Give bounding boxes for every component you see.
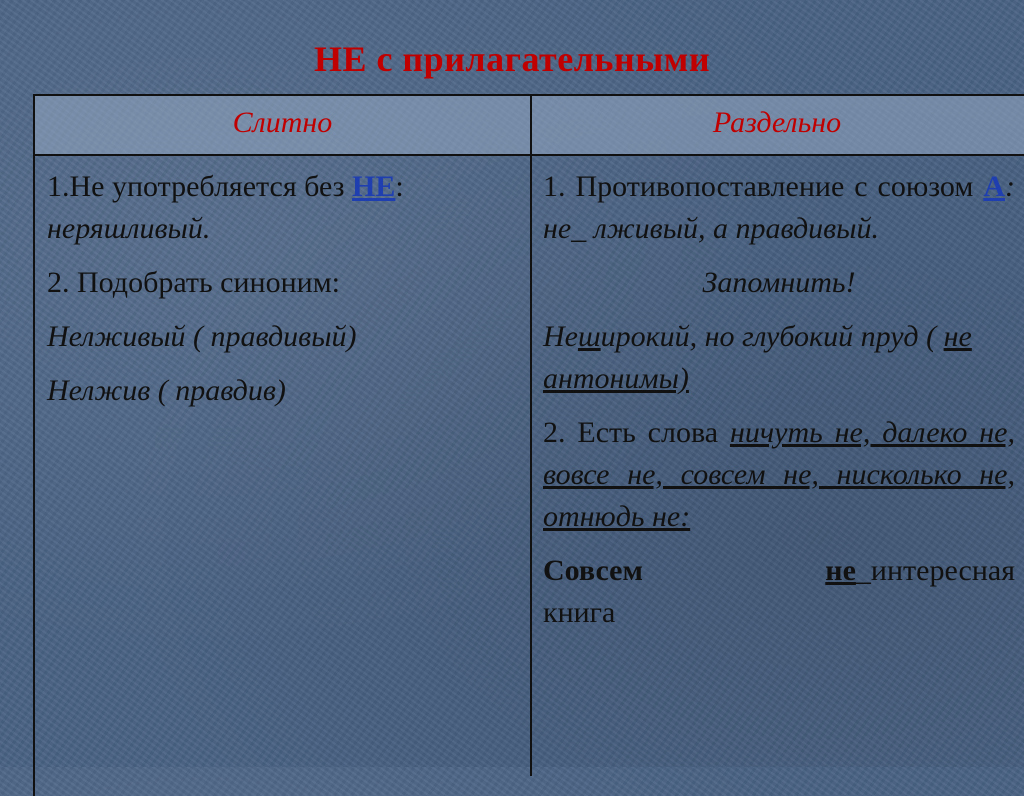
separate-rule-2 xyxy=(543,412,1015,538)
separate-rule-1-text: 1. Противопоставление с союзом xyxy=(543,170,984,203)
remember-label: Запомнить! xyxy=(702,266,856,299)
separate-rule-1-example: : не_ лживый, а правдивый. xyxy=(543,170,1015,245)
remember-example-part-2: ирокий, но глубокий пруд ( xyxy=(600,320,944,353)
header-together: Слитно xyxy=(232,106,333,139)
separate-final-example xyxy=(543,550,1015,634)
final-example-ne: не xyxy=(825,554,856,587)
separate-rule-2-words: ничуть не, далеко не, вовсе не, совсем не, нисколько не, отнюдь не: xyxy=(543,416,1015,533)
cell-together xyxy=(47,166,517,424)
together-rule-1-example: неряшливый. xyxy=(47,212,211,245)
together-rule-1 xyxy=(47,166,517,250)
together-rule-1-text: 1.Не употребляется без xyxy=(47,170,353,203)
remember-example-part-1: Не xyxy=(543,320,578,353)
together-example-2: Нелжив ( правдив) xyxy=(47,374,286,407)
page-title: НЕ с прилагательными xyxy=(313,39,711,79)
cell-separate xyxy=(543,166,1015,646)
remember-example xyxy=(543,316,1015,400)
ne-link[interactable]: НЕ xyxy=(352,170,396,203)
together-rule-2: 2. Подобрать синоним: xyxy=(47,266,341,299)
together-rule-1-colon: : xyxy=(395,170,404,203)
separate-rule-2-text: 2. Есть слова xyxy=(543,416,730,449)
final-example-word-1: Совсем xyxy=(543,554,643,587)
rules-table xyxy=(33,94,1024,796)
column-divider xyxy=(530,96,532,776)
final-example-word-4: книга xyxy=(543,596,616,629)
remember-example-underlined: ш xyxy=(577,320,601,353)
remember-example-note: не антонимы) xyxy=(543,320,972,395)
separate-rule-1 xyxy=(543,166,1015,250)
final-example-word-3: _интересная xyxy=(855,554,1015,587)
a-link[interactable]: А xyxy=(983,170,1005,203)
together-example-1: Нелживый ( правдивый) xyxy=(47,320,357,353)
header-separate: Раздельно xyxy=(712,106,842,139)
